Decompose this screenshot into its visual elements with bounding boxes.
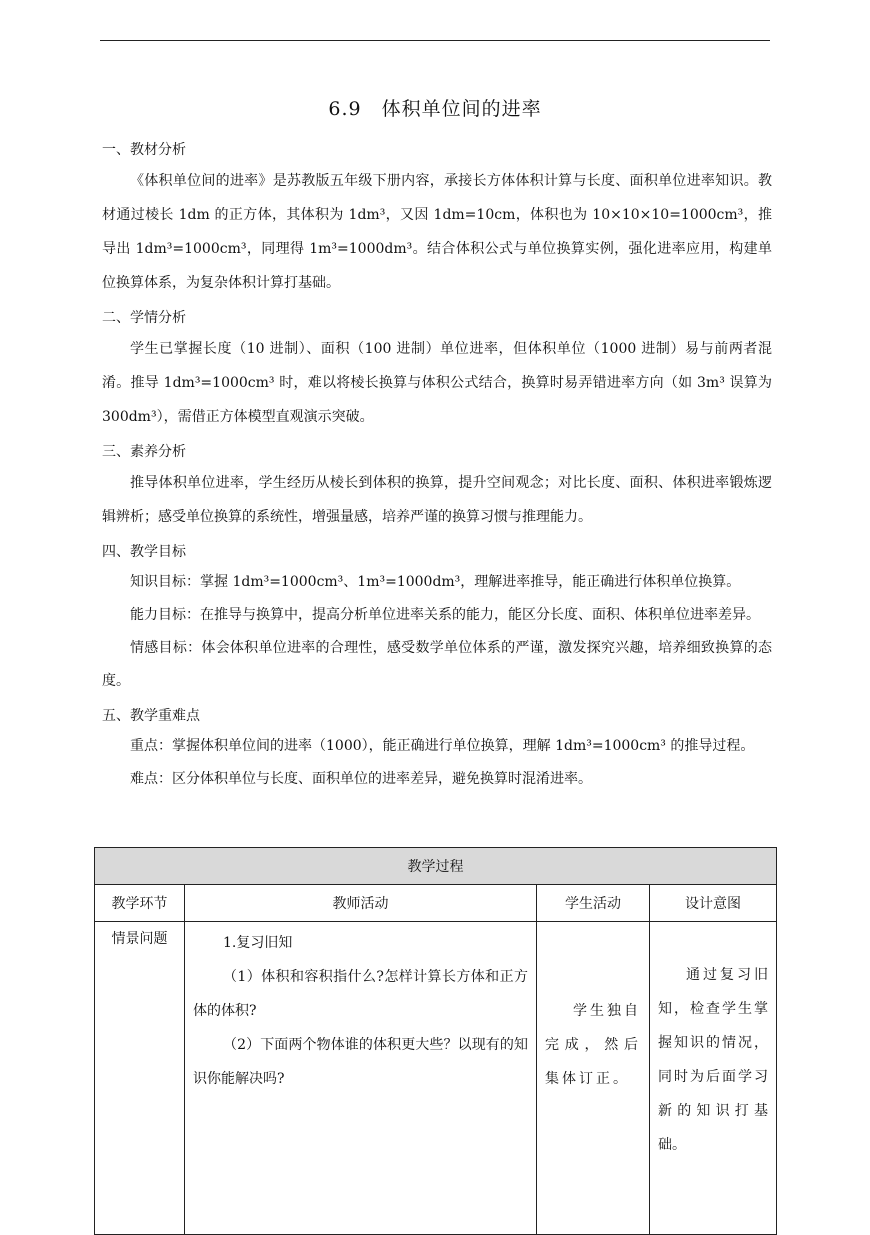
header-rule (100, 40, 770, 41)
student-activity-text: 学生独自完成，然后集体订正。 (545, 1003, 641, 1087)
section-paragraph: 推导体积单位进率，学生经历从棱长到体积的换算，提升空间观念；对比长度、面积、体积进率锻炼逻辑辨析；感受单位换算的系统性，增强量感，培养严谨的换算习惯与推理能力。 (102, 475, 772, 525)
page-title: 6.9 体积单位间的进率 (328, 98, 542, 120)
section-heading: 三、素养分析 (102, 444, 186, 460)
column-header: 教师活动 (185, 885, 537, 922)
column-header: 教学环节 (95, 885, 185, 922)
teacher-activity-cell (185, 922, 537, 1235)
section-paragraph: 知识目标：掌握 1dm³=1000cm³、1m³=1000dm³，理解进率推导，能正确进行体积单位换算。 (130, 574, 741, 590)
stage-cell: 情景问题 (95, 922, 185, 1235)
column-header: 设计意图 (650, 885, 777, 922)
section-paragraph: 难点：区分体积单位与长度、面积单位的进率差异，避免换算时混淆进率。 (130, 771, 592, 787)
section-paragraph: 学生已掌握长度（10 进制）、面积（100 进制）单位进率，但体积单位（1000 进制）易与前两者混淆。推导 1dm³=1000cm³ 时，难以将棱长换算与体积公式结合，换算时易弄错进率方向（如 3m³ 误算为 300dm³），需借正方体模型直观演示突破。 (102, 341, 772, 425)
teaching-process-table (94, 847, 777, 1235)
design-intent-cell (650, 922, 777, 1235)
section-paragraph: 重点：掌握体积单位间的进率（1000），能正确进行单位换算，理解 1dm³=1000cm³ 的推导过程。 (130, 738, 755, 754)
section-paragraph: 《体积单位间的进率》是苏教版五年级下册内容，承接长方体体积计算与长度、面积单位进率知识。教材通过棱长 1dm 的正方体，其体积为 1dm³，又因 1dm=10cm，体积也为 10×10×10=1000cm³，推导出 1dm³=1000cm³，同理得 1m³=1000dm³。结合体积公式与单位换算实例，强化进率应用，构建单位换算体系，为复杂体积计算打基础。 (102, 173, 772, 291)
document-body (102, 132, 772, 796)
teacher-activity-line: （2）下面两个物体谁的体积更大些？以现有的知识你能解决吗? (193, 1037, 528, 1087)
design-intent-text: 通过复习旧知，检查学生掌握知识的情况，同时为后面学习新的知识打基础。 (658, 967, 768, 1153)
section-heading: 二、学情分析 (102, 310, 186, 326)
teacher-activity-line: 1.复习旧知 (223, 935, 293, 951)
section-paragraph: 能力目标：在推导与换算中，提高分析单位进率关系的能力，能区分长度、面积、体积单位进率差异。 (130, 607, 760, 623)
section-heading: 一、教材分析 (102, 142, 186, 158)
section-heading: 五、教学重难点 (102, 708, 200, 724)
student-activity-cell (537, 922, 650, 1235)
section-heading: 四、教学目标 (102, 544, 186, 560)
teacher-activity-line: （1）体积和容积指什么?怎样计算长方体和正方体的体积? (193, 969, 528, 1019)
table-row (95, 922, 777, 1235)
column-header: 学生活动 (537, 885, 650, 922)
section-paragraph: 情感目标：体会体积单位进率的合理性，感受数学单位体系的严谨，激发探究兴趣，培养细致换算的态度。 (102, 640, 772, 689)
table-caption: 教学过程 (95, 848, 777, 885)
